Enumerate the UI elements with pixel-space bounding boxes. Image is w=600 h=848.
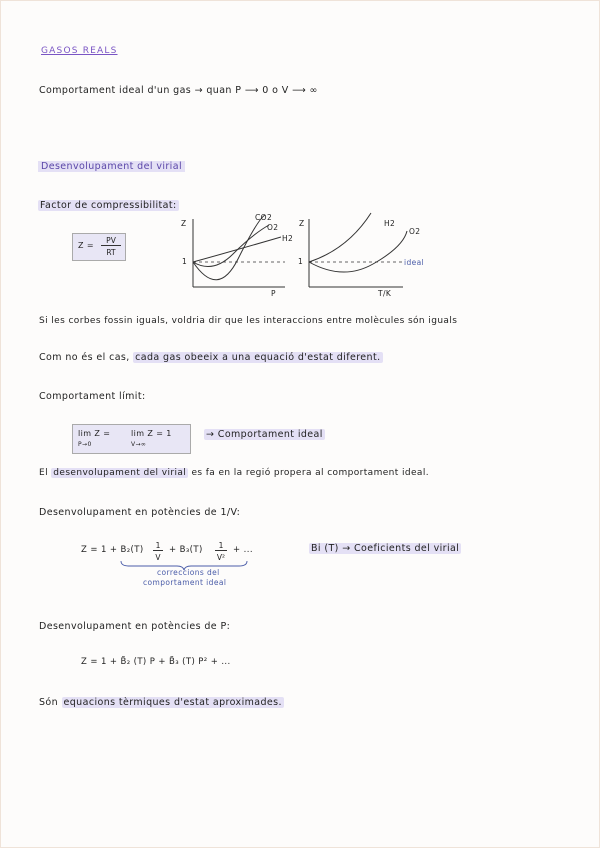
section-heading-virial: Desenvolupament del virial — [38, 161, 185, 172]
limit-formula-second: lim Z = 1 — [131, 429, 172, 438]
curves-equal-line: Si les corbes fossin iguals, voldria dir que les interaccions entre molècules són iguals — [39, 316, 458, 326]
graph2-curve-h2: H2 — [384, 219, 396, 228]
eq-v-f1-num: 1 — [153, 541, 163, 551]
virial-coefficients-note — [309, 543, 461, 554]
virial-coefficients-text: Bi (T) → Coeficients del virial — [311, 543, 460, 554]
limit-formula-first-sub: P→0 — [78, 441, 92, 448]
limit-result — [204, 429, 325, 440]
virial-equation-p: Z = 1 + B̃₂ (T) P + B̃₃ (T) P² + ... — [81, 657, 231, 667]
z-definition-box — [72, 233, 126, 261]
graph2-curve-o2: O2 — [409, 227, 421, 236]
limit-formula-first: lim Z = — [78, 429, 111, 438]
graph1-curve-o2: O2 — [267, 223, 279, 232]
eq-v-f2-num: 1 — [215, 541, 227, 551]
compressibility-label: Factor de compressibilitat: — [40, 200, 177, 211]
development-suffix: es fa en la regió propera al comportament ideal. — [191, 468, 430, 478]
eq-v-f1-den: V — [155, 553, 161, 562]
powers-of-p-label: Desenvolupament en potències de P: — [39, 621, 231, 632]
co2-curve — [193, 215, 265, 280]
final-highlight: equacions tèrmiques d'estat aproximades. — [63, 697, 282, 708]
corrections-note-line1: correccions del — [157, 568, 220, 577]
final-line — [39, 697, 284, 708]
graph2-y-label: Z — [299, 219, 305, 228]
development-highlight: desenvolupament del virial — [53, 468, 187, 478]
limit-result-text: → Comportament ideal — [206, 429, 323, 440]
graph1-curve-h2: H2 — [282, 234, 294, 243]
not-the-case-line — [39, 352, 383, 363]
eq-v-end: + ... — [233, 545, 253, 555]
eq-v-mid: + B₃(T) — [169, 545, 203, 555]
z-definition-lhs: Z = — [78, 241, 94, 250]
ideal-behaviour-line: Comportament ideal d'un gas → quan P ⟶ 0 o V ⟶ ∞ — [39, 85, 318, 96]
h2-curve — [193, 237, 281, 262]
limit-behaviour-label: Comportament límit: — [39, 391, 146, 402]
final-prefix: Són — [39, 697, 59, 708]
not-the-case-highlight: cada gas obeeix a una equació d'estat diferent. — [135, 352, 381, 363]
eq-v-f2-den: V² — [216, 553, 226, 562]
graph2-ideal-label: ideal — [404, 258, 425, 267]
graph1-one-label: 1 — [182, 257, 188, 266]
limit-formula-box — [72, 424, 191, 454]
limit-formula-second-sub: V→∞ — [131, 441, 147, 448]
o2-curve-2 — [309, 231, 407, 272]
eq-v-start: Z = 1 + B₂(T) — [81, 545, 144, 555]
graph1-curve-co2: CO2 — [255, 213, 273, 222]
development-prefix: El — [39, 468, 48, 478]
o2-curve — [193, 225, 269, 267]
not-the-case-prefix: Com no és el cas, — [39, 352, 130, 363]
graph2-one-label: 1 — [298, 257, 304, 266]
graph1-y-label: Z — [181, 219, 187, 228]
development-line — [39, 468, 429, 478]
graph1-x-label: P — [271, 289, 276, 298]
page-title: GASOS REALS — [41, 46, 118, 56]
powers-of-v-label: Desenvolupament en potències de 1/V: — [39, 507, 241, 518]
h2-curve-2 — [309, 213, 371, 262]
z-definition-numerator: PV — [101, 236, 121, 246]
graph2-x-label: T/K — [378, 289, 392, 298]
corrections-note-line2: comportament ideal — [143, 578, 227, 587]
z-definition-denominator: RT — [106, 248, 116, 257]
z-vs-t-graph — [293, 209, 423, 301]
